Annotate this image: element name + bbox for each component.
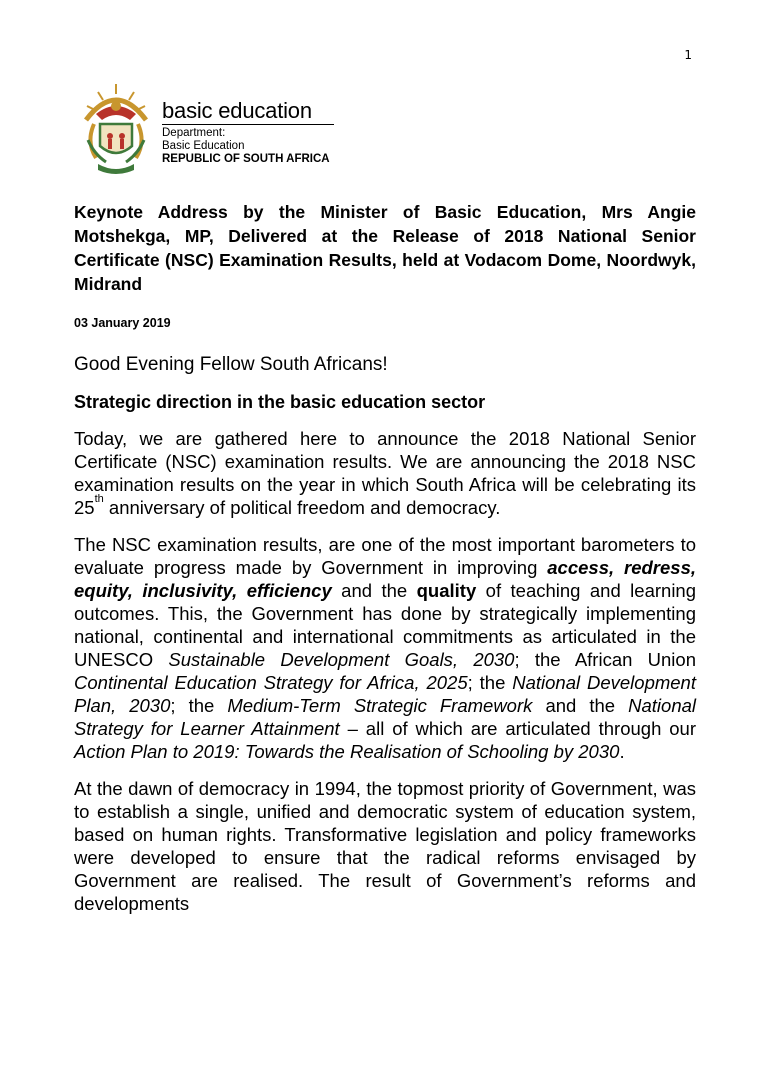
document-title: Keynote Address by the Minister of Basic Education, Mrs Angie Motshekga, MP, Delivered at the Release of 2018 National Senior Certificate (NSC) Examination Results, held at Vodacom Dome, Noordwyk, Midrand — [74, 202, 696, 294]
letterhead — [74, 80, 344, 180]
coat-of-arms-icon — [74, 80, 158, 178]
p2-bold: quality — [416, 580, 477, 601]
paragraph-1 — [74, 427, 696, 519]
p2-italic: National Development Plan, 2030 — [74, 672, 696, 716]
department-block — [162, 127, 330, 166]
paragraph-2 — [74, 533, 696, 763]
section-heading: Strategic direction in the basic education sector — [74, 392, 486, 412]
p2-text: and the — [331, 580, 417, 601]
page-number: 1 — [684, 48, 692, 62]
p2-italic: Continental Education Strategy for Africa, 2025 — [74, 672, 468, 693]
dept-line-2: Basic Education — [162, 140, 245, 152]
p2-text: – all of which are articulated through our — [339, 718, 696, 739]
department-brand: basic education — [162, 98, 312, 123]
brand-divider — [162, 124, 334, 125]
p2-text: The NSC examination results, are one of the most important barometers to evaluate progress made by Government in improving — [74, 534, 696, 578]
p2-text: ; the African Union — [514, 649, 696, 670]
p2-italic: National Strategy for Learner Attainment — [74, 695, 697, 739]
dept-line-3: REPUBLIC OF SOUTH AFRICA — [162, 153, 330, 165]
p2-italic: Action Plan to 2019: Towards the Realisation of Schooling by 2030 — [74, 741, 620, 762]
dept-line-1: Department: — [162, 127, 226, 139]
greeting: Good Evening Fellow South Africans! — [74, 354, 388, 375]
p2-italic: Sustainable Development Goals, 2030 — [168, 649, 515, 670]
p2-text: and the — [532, 695, 629, 716]
document-body — [74, 200, 696, 915]
document-date: 03 January 2019 — [74, 316, 171, 330]
p2-italic: Medium-Term Strategic Framework — [227, 695, 533, 716]
p2-text: ; the — [467, 672, 513, 693]
p1-superscript: th — [94, 493, 104, 505]
p1-text-b: anniversary of political freedom and democracy. — [103, 497, 501, 518]
paragraph-3: At the dawn of democracy in 1994, the topmost priority of Government, was to establish a single, unified and democratic system of education system, based on human rights. Transformative legislation and policy frameworks were developed to ensure that the radical reforms envisaged by Government are realised. The result of Government’s reforms and developments — [74, 778, 696, 914]
p1-text-a: Today, we are gathered here to announce the 2018 National Senior Certificate (NSC) examination results. We are announcing the 2018 NSC examination results on the year in which South Africa will be celebrating its 25 — [74, 428, 696, 518]
p2-text: ; the — [170, 695, 228, 716]
p2-text: of teaching and learning outcomes. This, the Government has done by strategically implementing national, continental and international commitments as articulated in the UNESCO — [74, 580, 697, 670]
p2-emphasis: access, redress, equity, inclusivity, efficiency — [74, 557, 696, 601]
p2-text: . — [619, 741, 625, 762]
